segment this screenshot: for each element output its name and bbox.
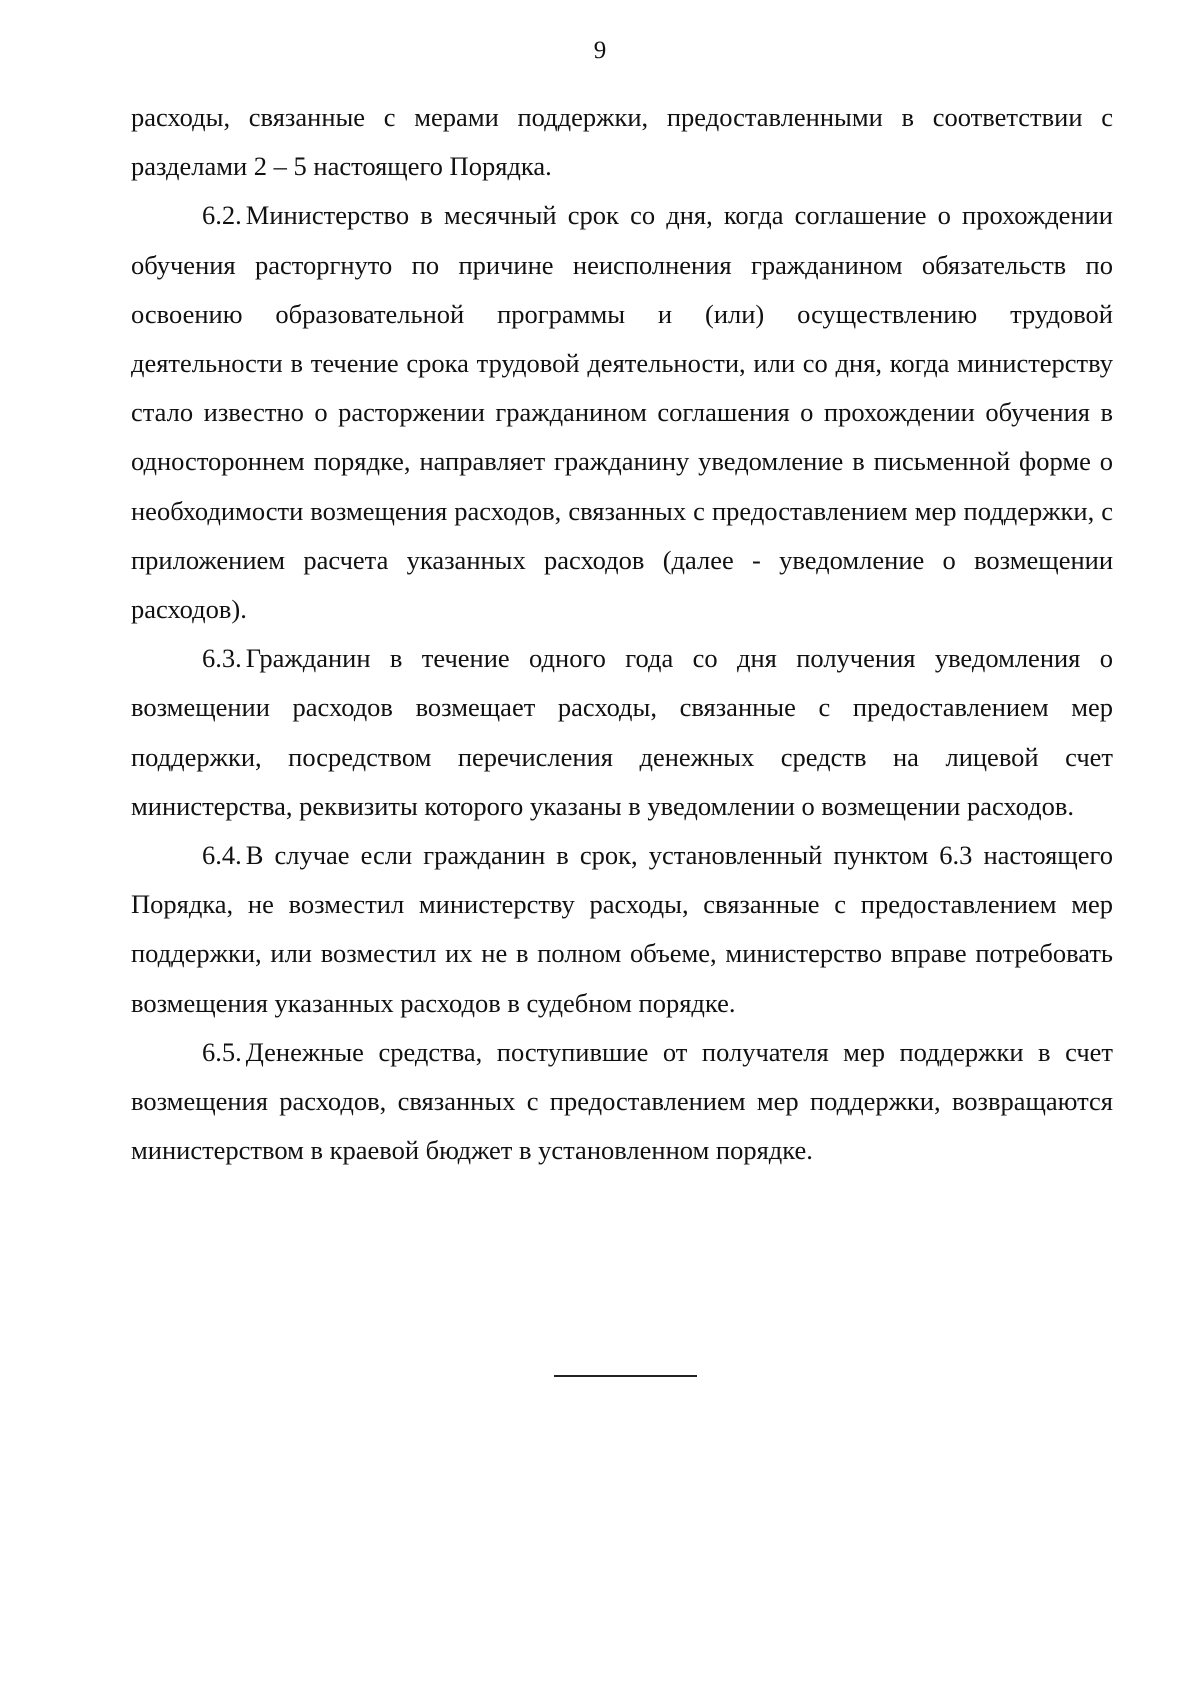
paragraph-text: В случае если гражданин в срок, установленный пунктом 6.3 настоящего Порядка, не возместил министерству расходы, связанные с предоставлением мер поддержки, или возместил их не в полном объеме, министерство вправе потребовать возмещения указанных расходов в судебном порядке. [131,840,1113,1018]
paragraph-text: Денежные средства, поступившие от получателя мер поддержки в счет возмещения расходов, связанных с предоставлением мер поддержки, возвращаются министерством в краевой бюджет в установленном порядке. [131,1036,1113,1166]
paragraph-number: 6.5. [202,1036,242,1067]
paragraph-number: 6.2. [202,200,242,231]
document-body [131,93,1113,1175]
paragraph-6-5 [131,1028,1113,1176]
paragraph-text: Министерство в месячный срок со дня, когда соглашение о прохождении обучения расторгнуто по причине неисполнения гражданином обязательств по освоению образовательной программы и (или) осуществлению трудовой деятельности в течение срока трудовой деятельности, или со дня, когда министерству стало известно о расторжении гражданином соглашения о прохождении обучения в одностороннем порядке, направляет гражданину уведомление в письменной форме о необходимости возмещения расходов, связанных с предоставлением мер поддержки, с приложением расчета указанных расходов (далее - уведомление о возмещении расходов). [131,200,1113,625]
paragraph-number: 6.4. [202,840,242,871]
paragraph-text: Гражданин в течение одного года со дня получения уведомления о возмещении расходов возмещает расходы, связанные с предоставлением мер поддержки, посредством перечисления денежных средств на лицевой счет министерства, реквизиты которого указаны в уведомлении о возмещении расходов. [131,643,1113,821]
end-of-document-line [554,1375,697,1377]
paragraph-6-4 [131,831,1113,1028]
paragraph-6-3 [131,634,1113,831]
paragraph-number: 6.3. [202,643,242,674]
paragraph-continuation [131,93,1113,191]
paragraph-text: расходы, связанные с мерами поддержки, предоставленными в соответствии с разделами 2 – 5 настоящего Порядка. [131,102,1113,182]
paragraph-6-2 [131,191,1113,634]
page-number: 9 [593,37,607,64]
